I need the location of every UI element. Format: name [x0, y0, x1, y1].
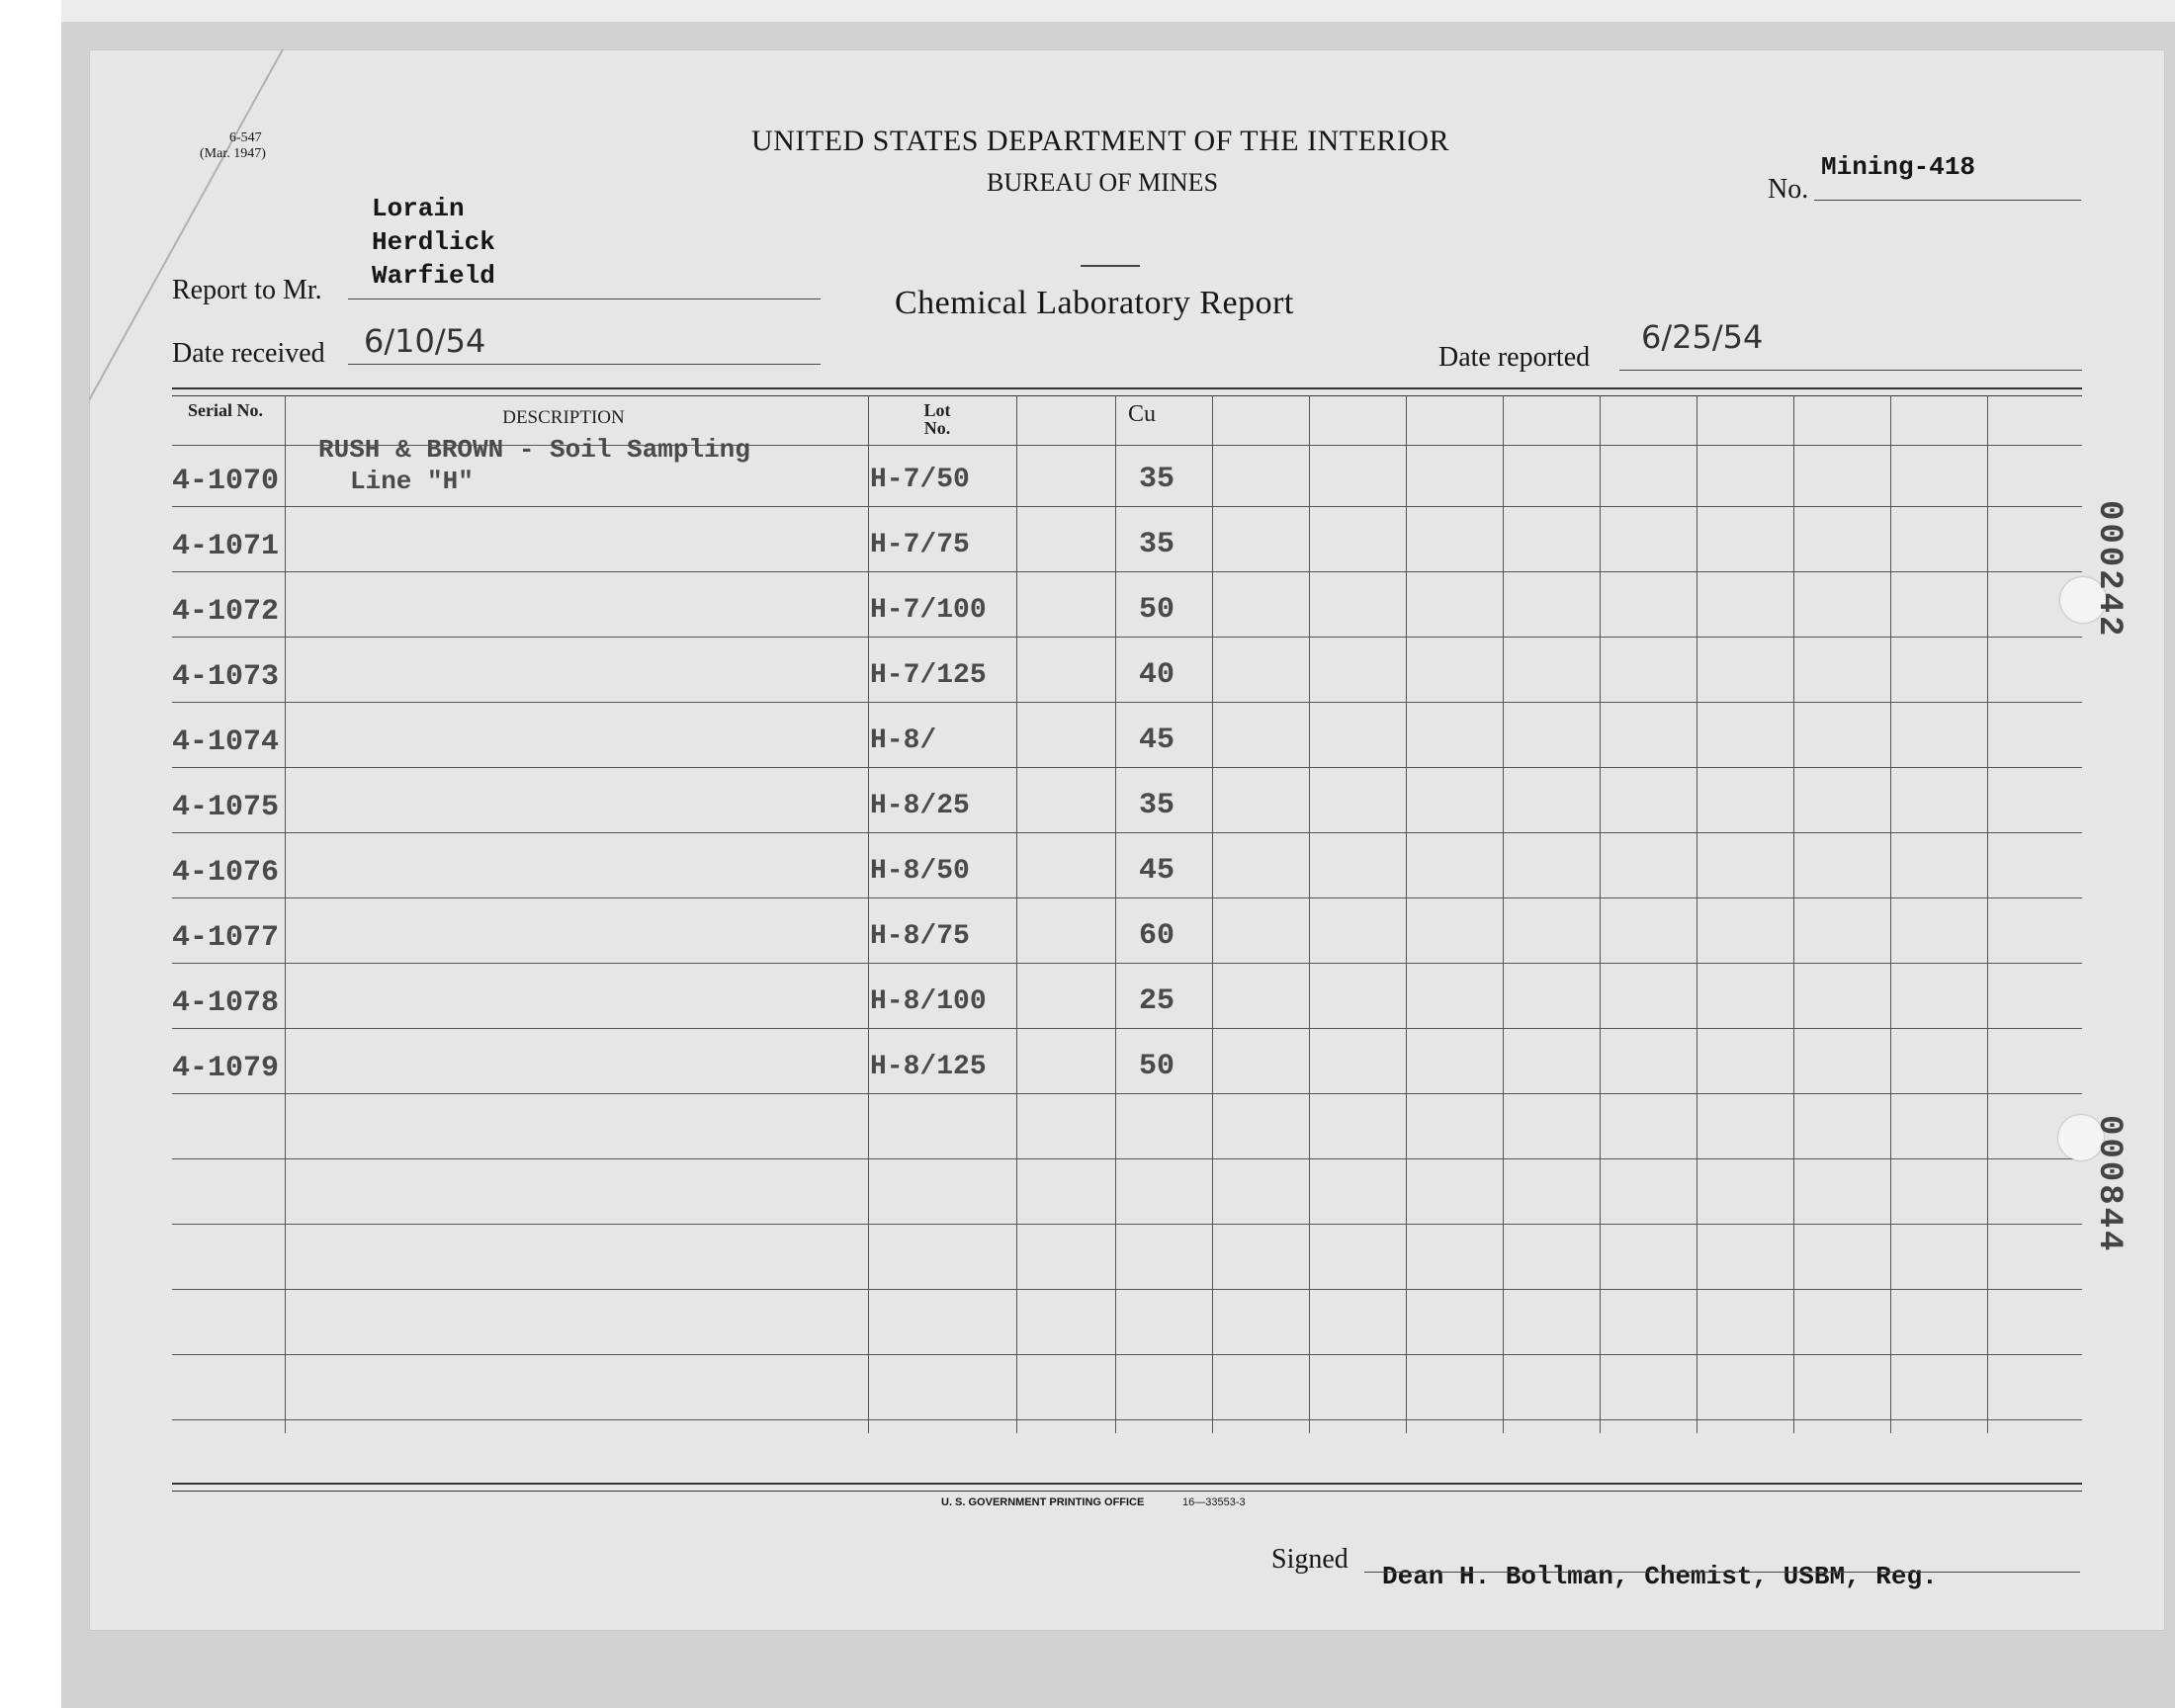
- report-to-label: Report to Mr.: [172, 275, 322, 305]
- cu-cell: 50: [1138, 593, 1174, 627]
- col-line-5: [1212, 395, 1213, 1433]
- col-line-4: [1115, 395, 1116, 1433]
- lot-cell: H-8/50: [870, 856, 970, 887]
- row-rule: [172, 767, 2082, 768]
- cu-cell: 60: [1138, 919, 1174, 953]
- form-number-bottom: (Mar. 1947): [200, 146, 266, 161]
- col-line-6: [1309, 395, 1310, 1433]
- col-line-7: [1406, 395, 1407, 1433]
- lot-cell: H-8/100: [870, 986, 987, 1017]
- printer-line: U. S. GOVERNMENT PRINTING OFFICE: [941, 1496, 1145, 1508]
- form-number-top: 6-547: [229, 130, 262, 145]
- report-no-value: Mining-418: [1821, 152, 1976, 182]
- row-rule: [172, 571, 2082, 572]
- title-rule: [1081, 265, 1140, 267]
- scan-left-border: [0, 0, 61, 1708]
- col-line-11: [1793, 395, 1794, 1433]
- description-header: DESCRIPTION: [502, 407, 625, 428]
- date-received-value: 6/10/54: [364, 322, 486, 360]
- lot-cell: H-8/125: [870, 1052, 987, 1082]
- row-rule: [172, 506, 2082, 507]
- printer-code: 16—33553-3: [1182, 1496, 1246, 1508]
- report-to-name-3: Warfield: [372, 261, 495, 291]
- lot-cell: H-8/25: [870, 791, 970, 821]
- col-line-9: [1600, 395, 1601, 1433]
- row-rule: [172, 897, 2082, 898]
- margin-stamp-lower: 000844: [2090, 1115, 2128, 1254]
- serial-cell: 4-1072: [172, 595, 280, 629]
- scan-top-border: [0, 0, 2175, 22]
- report-to-name-1: Lorain: [372, 194, 465, 223]
- cu-cell: 35: [1138, 463, 1174, 496]
- lot-cell: H-8/75: [870, 921, 970, 952]
- row-rule: [172, 702, 2082, 703]
- description-line-2: Line "H": [350, 467, 474, 496]
- serial-cell: 4-1075: [172, 791, 280, 824]
- serial-cell: 4-1079: [172, 1052, 280, 1085]
- lot-cell: H-7/50: [870, 465, 970, 495]
- report-no-label: No.: [1768, 174, 1809, 205]
- cu-header: Cu: [1127, 401, 1156, 427]
- date-reported-line: [1619, 370, 2082, 371]
- description-line-1: RUSH & BROWN - Soil Sampling: [318, 435, 750, 465]
- signature-value: Dean H. Bollman, Chemist, USBM, Reg.: [1382, 1562, 1938, 1591]
- serial-cell: 4-1076: [172, 856, 280, 890]
- lot-cell: H-7/125: [870, 660, 987, 691]
- table-bottom-rule-1: [172, 1483, 2082, 1485]
- agency-heading: UNITED STATES DEPARTMENT OF THE INTERIOR: [751, 125, 1450, 157]
- lot-cell: H-7/75: [870, 530, 970, 560]
- serial-cell: 4-1071: [172, 530, 280, 563]
- row-rule: [172, 832, 2082, 833]
- row-rule: [172, 1028, 2082, 1029]
- report-title: Chemical Laboratory Report: [895, 285, 1294, 321]
- cu-cell: 45: [1138, 854, 1174, 888]
- date-received-label: Date received: [172, 338, 325, 369]
- table-top-rule-1: [172, 387, 2082, 389]
- lot-header: Lot No.: [923, 400, 951, 438]
- row-rule: [172, 963, 2082, 964]
- col-line-12: [1890, 395, 1891, 1433]
- col-line-1: [285, 395, 286, 1433]
- date-received-line: [348, 364, 821, 365]
- row-rule: [172, 1354, 2082, 1355]
- table-bottom-rule-2: [172, 1491, 2082, 1492]
- col-line-10: [1696, 395, 1697, 1433]
- row-rule: [172, 1224, 2082, 1225]
- row-rule: [172, 1093, 2082, 1094]
- row-rule: [172, 1419, 2082, 1420]
- cu-cell: 45: [1138, 724, 1174, 757]
- margin-stamp-upper: 000242: [2090, 500, 2128, 640]
- cu-cell: 50: [1138, 1050, 1174, 1083]
- signature-line: [1364, 1572, 2080, 1573]
- cu-cell: 35: [1138, 789, 1174, 822]
- row-rule: [172, 1158, 2082, 1159]
- cu-cell: 40: [1138, 658, 1174, 692]
- date-reported-label: Date reported: [1438, 342, 1591, 373]
- row-rule: [172, 637, 2082, 638]
- serial-cell: 4-1070: [172, 465, 280, 498]
- bureau-heading: BUREAU OF MINES: [987, 168, 1219, 197]
- col-line-13: [1987, 395, 1988, 1433]
- report-no-line: [1814, 200, 2081, 201]
- report-to-name-2: Herdlick: [372, 227, 495, 257]
- cu-cell: 25: [1138, 984, 1174, 1018]
- lot-cell: H-8/: [870, 726, 937, 756]
- col-line-3: [1016, 395, 1017, 1433]
- col-line-8: [1503, 395, 1504, 1433]
- row-rule: [172, 1289, 2082, 1290]
- report-sheet: [89, 49, 2165, 1631]
- date-reported-value: 6/25/54: [1641, 318, 1764, 356]
- cu-cell: 35: [1138, 528, 1174, 561]
- col-line-2: [868, 395, 869, 1433]
- serial-cell: 4-1078: [172, 986, 280, 1020]
- serial-cell: 4-1077: [172, 921, 280, 955]
- signed-label: Signed: [1271, 1544, 1348, 1575]
- table-top-rule-2: [172, 395, 2082, 396]
- serial-header: Serial No.: [188, 400, 263, 420]
- serial-cell: 4-1074: [172, 726, 280, 759]
- serial-cell: 4-1073: [172, 660, 280, 694]
- lot-cell: H-7/100: [870, 595, 987, 626]
